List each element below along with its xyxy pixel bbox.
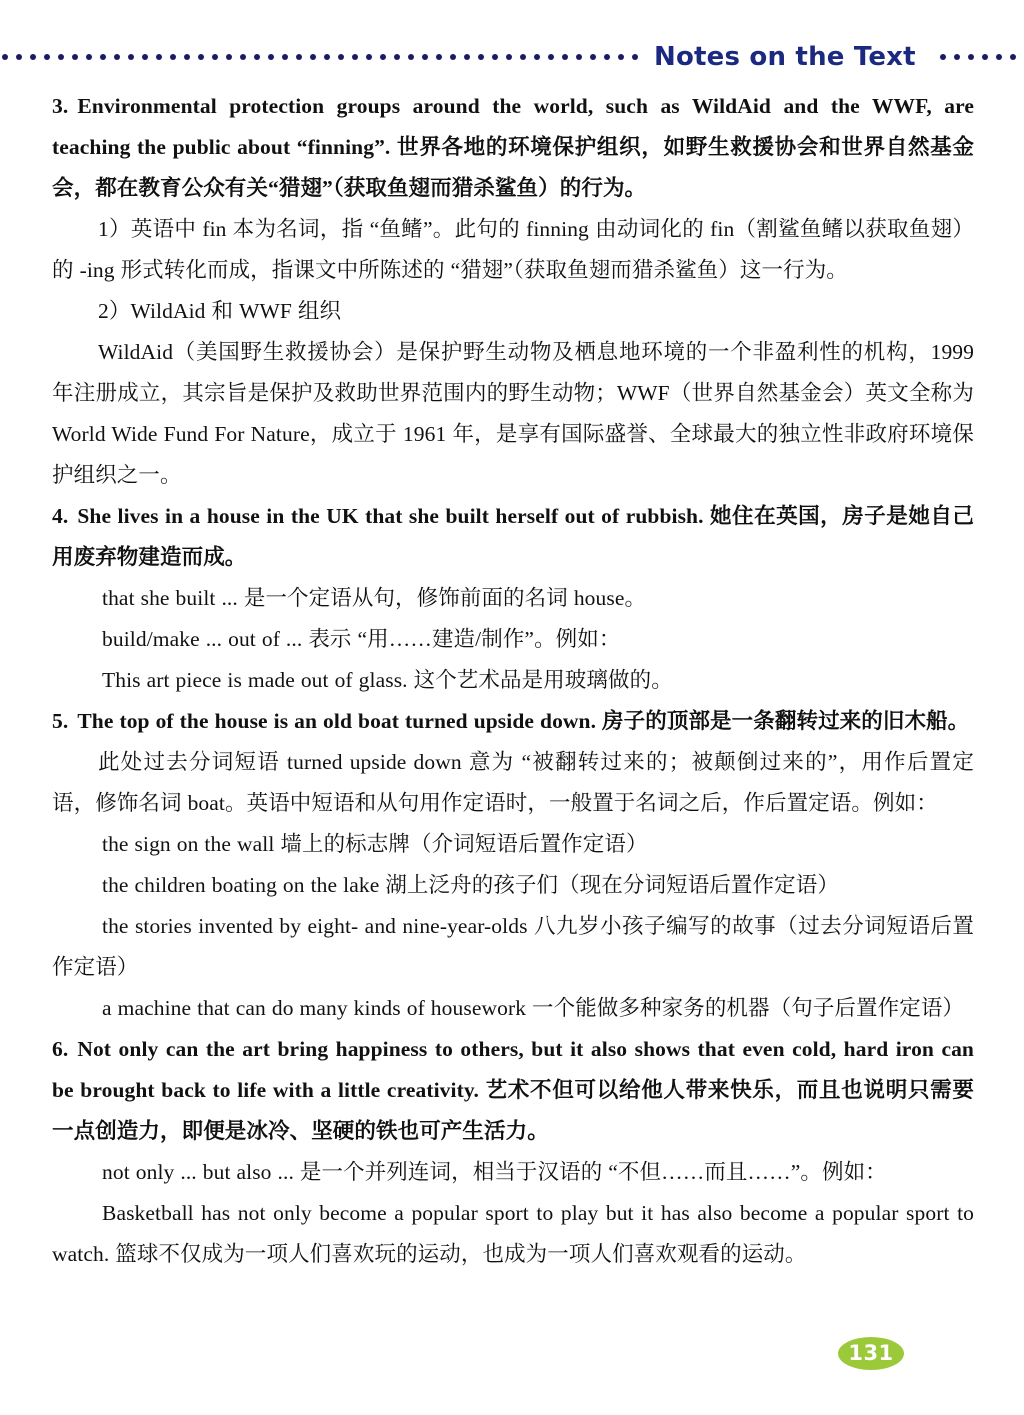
page-number-label: 131 — [848, 1341, 894, 1365]
page-title: Notes on the Text — [654, 42, 916, 72]
note-6-example-1: not only ... but also ... 是一个并列连词，相当于汉语的 “不但……而且……”。例如： — [102, 1160, 887, 1184]
page-header — [0, 38, 1024, 76]
note-5-example-2: the children boating on the lake 湖上泛舟的孩子们（现在分词短语后置作定语） — [102, 873, 839, 897]
note-5-example-1: the sign on the wall 墙上的标志牌（介词短语后置作定语） — [102, 832, 648, 856]
note-item-4 — [52, 496, 974, 578]
note-4-example-2: build/make ... out of ... 表示 “用……建造/制作”。例如： — [102, 627, 621, 651]
note-heading-5: The top of the house is an old boat turned upside down. 房子的顶部是一条翻转过来的旧木船。 — [77, 709, 970, 733]
note-heading-4: She lives in a house in the UK that she built herself out of rubbish. 她住在英国，房子是她自己用废弃物建造而成。 — [52, 504, 974, 569]
note-heading-6: Not only can the art bring happiness to others, but it also shows that even cold, hard iron can be brought back to life with a little creativity. 艺术不但可以给他人带来快乐，而且也说明只需要一点创造力，即便是冰冷、坚硬的铁也可产生活力。 — [52, 1037, 974, 1143]
note-number-3: 3. — [52, 94, 69, 118]
note-item-3 — [52, 86, 974, 209]
notes-content — [52, 86, 974, 1275]
note-number-6: 6. — [52, 1037, 69, 1061]
note-5-example-3: the stories invented by eight- and nine-year-olds 八九岁小孩子编写的故事（过去分词短语后置作定语） — [52, 914, 974, 979]
note-heading-3: Environmental protection groups around the world, such as WildAid and the WWF, are teaching the public about “finning”. 世界各地的环境保护组织，如野生救援协会和世界自然基金会，都在教育公众有关“猎翅”（获取鱼翅而猎杀鲨鱼）的行为。 — [52, 94, 974, 200]
note-item-5 — [52, 701, 974, 742]
note-3-body-2: 2）WildAid 和 WWF 组织 — [98, 299, 342, 323]
note-item-6 — [52, 1029, 974, 1152]
note-4-example-3: This art piece is made out of glass. 这个艺术品是用玻璃做的。 — [102, 668, 673, 692]
note-5-example-4: a machine that can do many kinds of housework 一个能做多种家务的机器（句子后置作定语） — [102, 996, 965, 1020]
dot-rule-left-icon — [0, 38, 642, 76]
note-3-body-3: WildAid（美国野生救援协会）是保护野生动物及栖息地环境的一个非盈利性的机构，1999 年注册成立，其宗旨是保护及救助世界范围内的野生动物；WWF（世界自然基金会）英文全称为 World Wide Fund For Nature，成立于 1961 年，是享有国际盛誉、全球最大的独立性非政府环境保护组织之一。 — [52, 340, 974, 487]
note-number-5: 5. — [52, 709, 69, 733]
note-3-body-1: 1）英语中 fin 本为名词，指 “鱼鳍”。此句的 finning 由动词化的 fin（割鲨鱼鳍以获取鱼翅）的 -ing 形式转化而成，指课文中所陈述的 “猎翅”（获取鱼翅而猎杀鲨鱼）这一行为。 — [52, 217, 974, 282]
note-5-body-1: 此处过去分词短语 turned upside down 意为 “被翻转过来的；被颠倒过来的”，用作后置定语，修饰名词 boat。英语中短语和从句用作定语时，一般置于名词之后，作后置定语。例如： — [52, 750, 974, 815]
note-4-example-1: that she built ... 是一个定语从句，修饰前面的名词 house。 — [102, 586, 647, 610]
page-number-badge — [838, 1337, 904, 1370]
dot-rule-right-icon — [930, 38, 1024, 76]
note-number-4: 4. — [52, 504, 69, 528]
note-6-example-2: Basketball has not only become a popular sport to play but it has also become a popular sport to watch. 篮球不仅成为一项人们喜欢玩的运动，也成为一项人们喜欢观看的运动。 — [52, 1201, 974, 1266]
